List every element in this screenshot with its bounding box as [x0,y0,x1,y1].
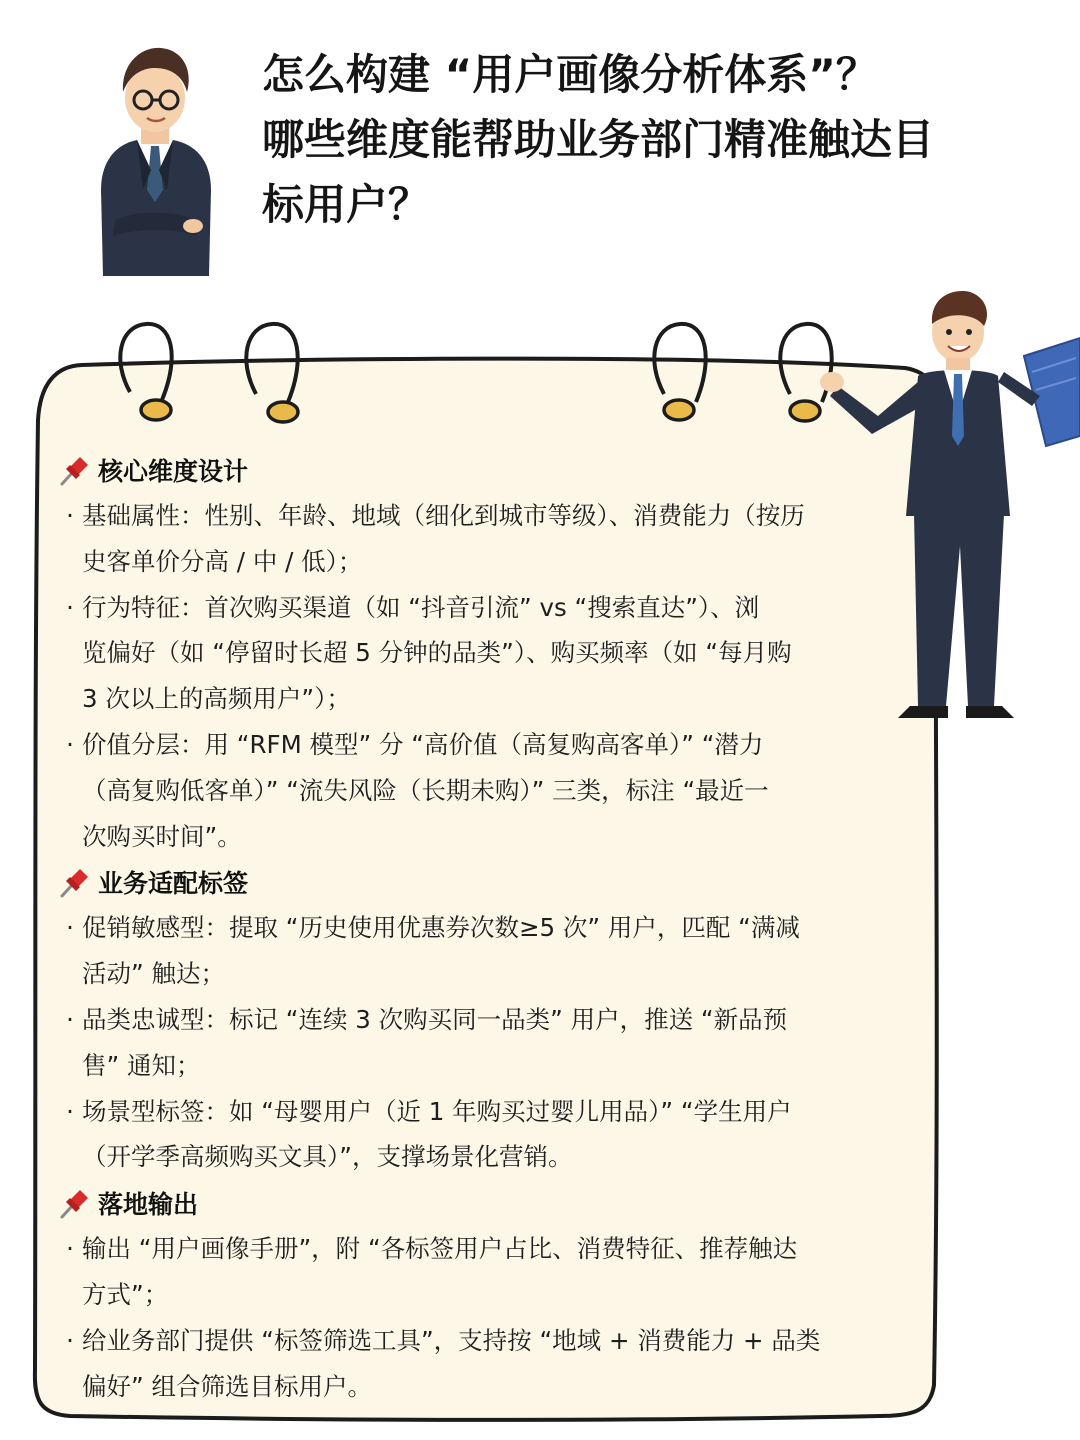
item-line: 方式”； [82,1279,169,1309]
list-item [58,585,918,722]
bullet: · [66,913,74,943]
section-heading [58,1180,918,1226]
item-line: 3 次以上的高频用户”）； [82,684,351,714]
bullet: · [66,729,74,759]
bullet: · [66,1325,74,1355]
pushpin-icon [58,865,92,899]
bullet: · [66,1234,74,1264]
item-line: （开学季高频购买文具）”，支撑场景化营销。 [82,1142,573,1172]
section-title: 核心维度设计 [98,457,249,486]
bullet: · [66,592,74,622]
list-item [58,1089,918,1181]
item-line: 基础属性：性别、年龄、地域（细化到城市等级）、消费能力（按历 [82,501,805,530]
section-title: 落地输出 [98,1190,199,1220]
bullet: · [66,1004,74,1034]
section-heading [58,447,918,493]
item-line: 品类忠诚型：标记 “连续 3 次购买同一品类” 用户，推送 “新品预 [82,1004,788,1034]
title-line: 怎么构建 “用户画像分析体系”？ [262,50,878,99]
bullet: · [66,501,74,530]
pushpin-icon [58,453,92,487]
list-item [58,722,918,859]
item-line: 偏好” 组合筛选目标用户。 [82,1371,372,1401]
item-line: 输出 “用户画像手册”，附 “各标签用户占比、消费特征、推荐触达 [82,1234,798,1264]
item-line: 次购买时间”。 [82,821,242,851]
item-line: （高复购低客单）” “流失风险（长期未购）” 三类，标注 “最近一 [82,775,769,805]
section-title: 业务适配标签 [98,869,249,899]
list-item [58,1318,918,1410]
list-item [58,997,918,1089]
section-heading [58,859,918,905]
item-line: 售” 通知； [82,1050,201,1080]
title-line: 哪些维度能帮助业务部门精准触达目 [262,115,935,164]
title-line: 标用户？ [262,180,431,229]
notepad-content [58,447,918,1409]
pushpin-icon [58,1186,92,1220]
item-line: 场景型标签：如 “母婴用户（近 1 年购买过婴儿用品）” “学生用户 [82,1096,792,1126]
item-line: 活动” 触达； [82,959,225,989]
page-title [262,42,1042,237]
bullet: · [66,1096,74,1126]
item-line: 价值分层：用 “RFM 模型” 分 “高价值（高复购高客单）” “潜力 [82,729,764,759]
item-line: 促销敏感型：提取 “历史使用优惠券次数≥5 次” 用户，匹配 “满减 [82,913,800,943]
item-line: 给业务部门提供 “标签筛选工具”，支持按 “地域 + 消费能力 + 品类 [82,1325,821,1355]
list-item [58,1226,918,1318]
list-item [58,905,918,997]
businessman-glasses-illustration [85,40,225,280]
item-line: 行为特征：首次购买渠道（如 “抖音引流” vs “搜索直达”）、浏 [82,592,760,622]
item-line: 史客单价分高 / 中 / 低）； [82,546,363,576]
item-line: 览偏好（如 “停留时长超 5 分钟的品类”）、购买频率（如 “每月购 [82,638,792,668]
list-item [58,493,918,585]
